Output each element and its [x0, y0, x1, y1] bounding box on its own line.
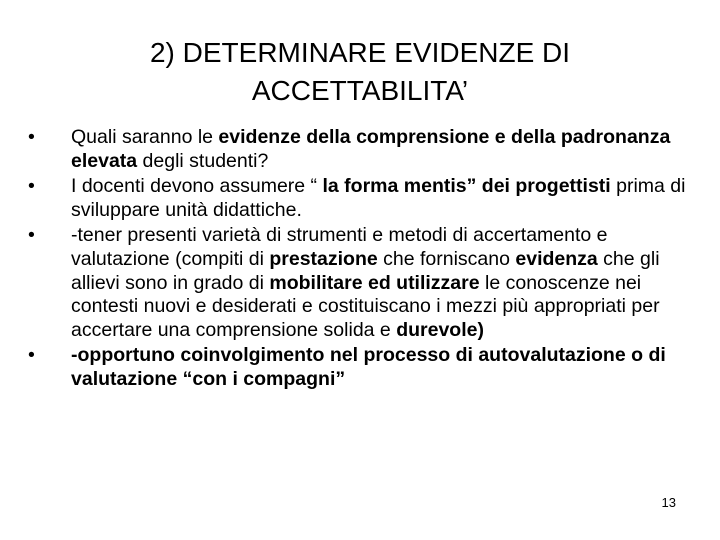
- bullet-item-2: [28, 175, 696, 222]
- bullet-dot: •: [28, 344, 35, 367]
- bullet-4-text-bold: -opportuno coinvolgimento nel processo di autovalutazione o di valutazione “con i compagni”: [71, 344, 666, 390]
- slide-title: [40, 34, 680, 110]
- bullet-3-text-a: -tener presenti varietà di strumenti e metodi di accertamento e valutazione (compiti di: [71, 224, 608, 270]
- bullet-list: [28, 126, 696, 394]
- bullet-dot: •: [28, 175, 35, 198]
- slide-title-line-1: 2) DETERMINARE EVIDENZE DI: [149, 37, 571, 68]
- bullet-1-text-b: degli studenti?: [137, 149, 269, 172]
- bullet-3-text-d: le conoscenze nei contesti nuovi e desiderati e costituiscano i mezzi più appropriati per accertare una comprensione solida e: [71, 271, 660, 341]
- bullet-3-text-b: che forniscano: [377, 247, 516, 270]
- bullet-2-text-bold: la forma mentis” dei progettisti: [322, 175, 611, 198]
- bullet-dot: •: [28, 224, 35, 247]
- bullet-dot: •: [28, 126, 35, 148]
- bullet-1-text-bold: evidenze della comprensione e della padronanza elevata: [71, 126, 671, 172]
- bullet-item-3: [28, 224, 696, 342]
- bullet-3-text-bold-2: evidenza: [515, 247, 598, 270]
- bullet-3-text-c: che gli allievi sono in grado di: [71, 247, 660, 294]
- bullet-item-4: [28, 344, 696, 391]
- bullet-item-1: [28, 126, 696, 173]
- bullet-3-text-bold-4: durevole): [396, 318, 484, 341]
- bullet-3-text-bold-1: prestazione: [269, 247, 378, 270]
- bullet-2-text-b: prima di sviluppare unità didattiche.: [71, 175, 686, 221]
- page-number: 13: [661, 495, 676, 510]
- bullet-3-text-bold-3: mobilitare ed utilizzare: [269, 271, 480, 294]
- slide-title-line-2: ACCETTABILITA’: [251, 75, 469, 106]
- bullet-2-text-a: I docenti devono assumere “: [71, 175, 323, 198]
- bullet-1-text-a: Quali saranno le: [71, 126, 219, 148]
